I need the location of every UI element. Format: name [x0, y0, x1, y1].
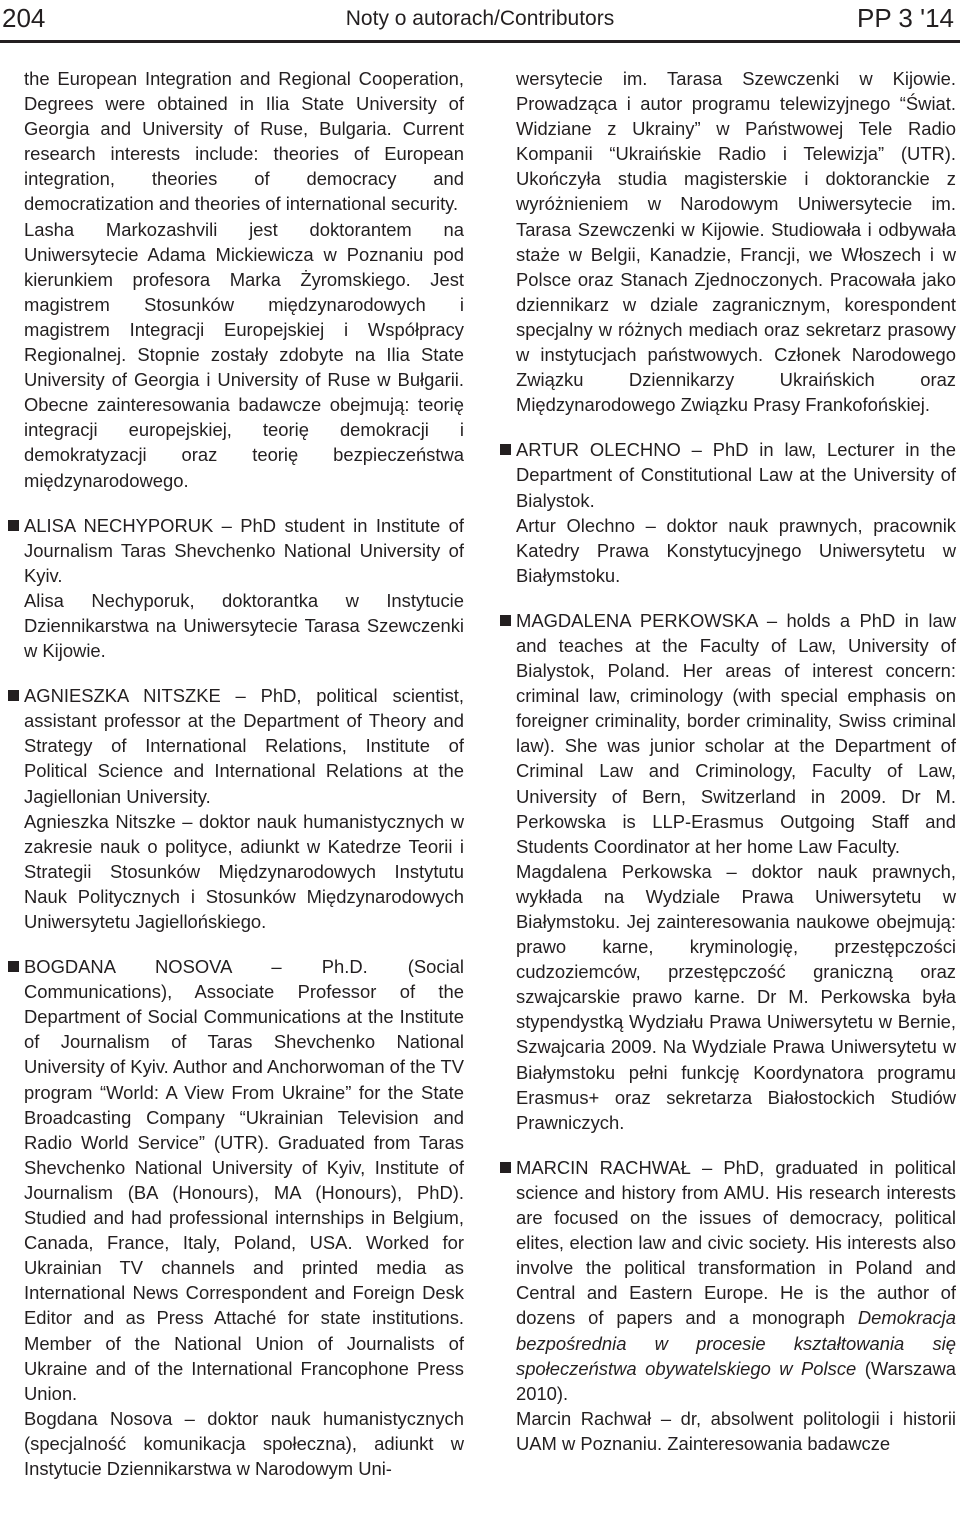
bio-paragraph: the European Integration and Regional Cooperation, Degrees were obtained in Ilia State University of Georgia and University of Ruse, Bulgaria. Current research interests include: theories of European integration, theories of democracy and democratization and theories of international security.	[24, 68, 464, 215]
bio-text: ARTUR OLECHNO – PhD in law, Lecturer in the Department of Constitutional Law at the University of Bialystok.	[516, 439, 956, 511]
bio-entry-olechno	[516, 437, 956, 512]
bio-text: MARCIN RACHWAŁ – PhD, graduated in political science and history from AMU. His research interests are focused on the issues of democracy, political elites, election law and civic society. His interests also involve the political transformation in Poland and Central and Eastern Europe. He is the author of dozens of papers and a monograph	[516, 1156, 956, 1329]
bullet-square-icon	[8, 520, 19, 531]
bullet-square-icon	[8, 690, 19, 701]
bio-paragraph: Alisa Nechyporuk, doktorantka w Instytucie Dziennikarstwa na Uniwersytecie Tarasa Szewczenki w Kijowie.	[24, 589, 464, 662]
bio-entry-nosova	[24, 954, 464, 1406]
left-column	[24, 66, 464, 1481]
bio-text: AGNIESZKA NITSZKE – PhD, political scientist, assistant professor at the Department of Theory and Strategy of International Relations, Institute of Political Science and International Relations at the Jagiellonian University.	[24, 685, 464, 807]
bio-paragraph: wersytecie im. Tarasa Szewczenki w Kijowie. Prowadząca i autor programu telewizyjnego “Świat. Widziane z Ukrainy” w Państwowej Tele Radio Kompanii “Ukraińskie Radio i Telewizja” (UTR). Ukończyła studia magisterskie i doktoranckie z wyróżnieniem w Narodowym Uniwersytecie im. Tarasa Szewczenki w Kijowie. Studiowała i odbywała staże w Belgii, Kanadzie, Francji, we Włoszech i w Polsce oraz Stanach Zjednoczonych. Pracowała jako dziennikarz w dziale zagranicznym, korespondent specjalny w różnych mediach oraz sekretarz prasowy w instytucjach państwowych. Członek Narodowego Związku Dziennikarzy Ukraińskich oraz Międzynarodowego Związku Prasy Frankofońskiej.	[516, 68, 956, 416]
bio-entry-nitszke	[24, 683, 464, 808]
bio-entry-rachwal	[516, 1155, 956, 1406]
page-number: 204	[2, 3, 46, 33]
bullet-square-icon	[500, 615, 511, 626]
bio-text: BOGDANA NOSOVA – Ph.D. (Social Communications), Associate Professor of the Department of Social Communications at the Institute of Journalism of Taras Shevchenko National University of Kyiv. Author and Anchorwoman of the TV program “World: A View From Ukraine” for the State Broadcasting Company “Ukrainian Television and Radio World Service” (UTR). Graduated from Taras Shevchenko National University of Kyiv, Institute of Journalism (BA (Honours), MA (Honours), PhD). Studied and had professional internships in Belgium, Canada, France, Italy, Poland, USA. Worked for Ukrainian TV channels and printed media as International News Correspondent and Foreign Desk Editor and as Press Attaché for state institutions. Member of the National Union of Journalists of Ukraine and of the International Francophone Press Union.	[24, 956, 464, 1404]
bio-paragraph: Artur Olechno – doktor nauk prawnych, pracownik Katedry Prawa Konstytucyjnego Uniwersytetu w Białymstoku.	[516, 514, 956, 586]
bullet-square-icon	[500, 444, 511, 455]
right-column	[516, 66, 956, 1456]
bio-paragraph: Magdalena Perkowska – doktor nauk prawnych, wykłada na Wydziale Prawa Uniwersytetu w Białymstoku. Jej zainteresowania naukowe obejmują: prawo karne, kryminologię, przestępczości cudzoziemców, przestępczość graniczną oraz szwajcarskie prawo karne. Dr M. Perkowska była stypendystką Wydziału Prawa Uniwersytetu w Bernie, Szwajcaria 2009. Na Wydziale Prawa Uniwersytetu w Białymstoku pełni funkcję Koordynatora programu Erasmus+ oraz sekretarza Białostockich Studiów Prawniczych.	[516, 860, 956, 1133]
bio-paragraph: Marcin Rachwał – dr, absolwent politologii i historii UAM w Poznaniu. Zainteresowania badawcze	[516, 1407, 956, 1454]
bio-entry-perkowska	[516, 608, 956, 859]
book-title: Demokracja bezpośrednia w procesie kształtowania się społeczeństwa obywatelskiego w Polsce	[516, 1307, 956, 1379]
bio-paragraph: Lasha Markozashvili jest doktorantem na Uniwersytecie Adama Mickiewicza w Poznaniu pod kierunkiem profesora Marka Żyromskiego. Jest magistrem Stosunków międzynarodowych i magistrem Integracji Europejskiej i Współpracy Regionalnej. Stopnie zostały zdobyte na Ilia State University of Georgia i University of Ruse w Bułgarii. Obecne zainteresowania badawcze obejmują: teorię integracji europejskiej, teorię demokracji i demokratyzacji oraz teorię bezpieczeństwa międzynarodowego.	[24, 218, 464, 491]
issue-label: PP 3 '14	[856, 3, 954, 33]
bio-paragraph: Bogdana Nosova – doktor nauk humanistycznych (specjalność komunikacja społeczna), adiunkt w Instytucie Dziennikarstwa w Narodowym Uni-	[24, 1407, 464, 1479]
bio-entry-nechyporuk	[24, 513, 464, 588]
bio-text: ALISA NECHYPORUK – PhD student in Institute of Journalism Taras Shevchenko National University of Kyiv.	[24, 514, 464, 586]
bio-text: MAGDALENA PERKOWSKA – holds a PhD in law and teaches at the Faculty of Law, University of Bialystok, Poland. Her areas of interest concern: criminal law, criminology (with special emphasis on foreigner criminality, border criminality, Swiss criminal law). She was junior scholar at the Department of Criminal Law and Criminology, Faculty of Law, University of Bern, Switzerland in 2009. Dr M. Perkowska is LLP-Erasmus Outgoing Staff and Students Coordinator at her home Law Faculty.	[516, 609, 956, 857]
running-header	[0, 0, 960, 40]
bio-text: (Warszawa 2010).	[516, 1357, 956, 1404]
header-rule	[0, 40, 960, 43]
bullet-square-icon	[8, 961, 19, 972]
bullet-square-icon	[500, 1162, 511, 1173]
running-title: Noty o autorach/Contributors	[345, 7, 615, 30]
bio-paragraph: Agnieszka Nitszke – doktor nauk humanistycznych w zakresie nauk o polityce, adiunkt w Katedrze Teorii i Strategii Stosunków Międzynarodowych Instytutu Nauk Politycznych i Stosunków Międzynarodowych Uniwersytetu Jagiellońskiego.	[24, 810, 464, 932]
